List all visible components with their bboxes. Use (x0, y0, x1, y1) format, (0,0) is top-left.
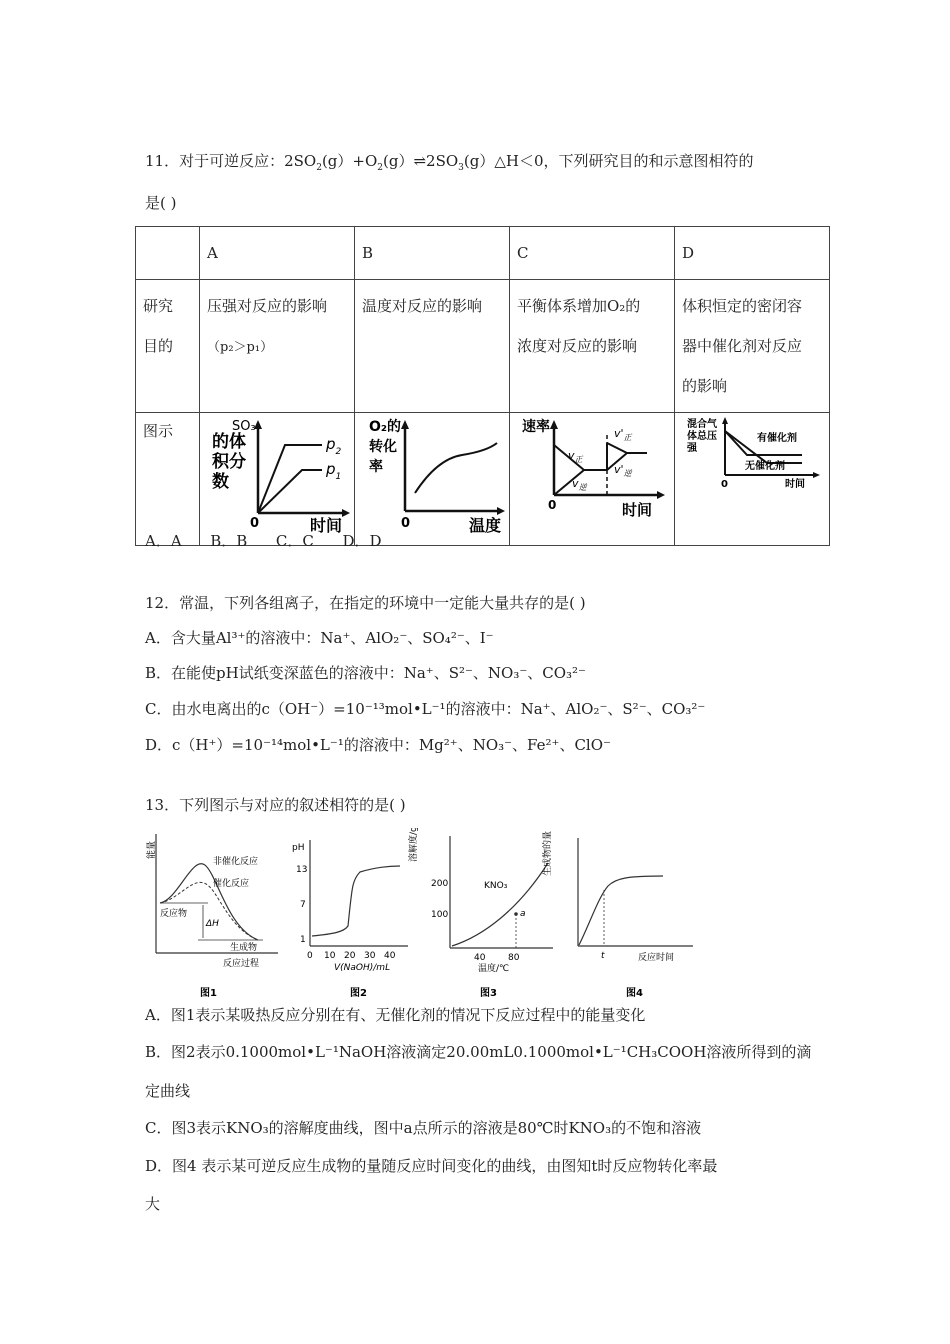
q12-stem: 12．常温，下列各组离子，在指定的环境中一定能大量共存的是( ) (145, 594, 586, 612)
table-header-row (136, 227, 830, 280)
figure-d-cell (675, 413, 830, 546)
fig3-label-kno3: KNO₃ (484, 881, 508, 891)
figure-c (512, 415, 672, 537)
fig3-label-a: a (520, 909, 526, 919)
fig-b-ylabel-0: O₂的 (369, 419, 402, 435)
fig-a-xlabel: 时间 (310, 516, 343, 535)
header-d: D (675, 227, 830, 280)
fig3-ytick-200: 200 (431, 879, 449, 889)
q13-option-b-line2: 定曲线 (145, 1082, 191, 1100)
figure-b (357, 415, 507, 537)
figure-a-cell (200, 413, 355, 546)
q12-option-b: B．在能使pH试纸变深蓝色的溶液中：Na⁺、S²⁻、NO₃⁻、CO₃²⁻ (145, 664, 586, 682)
fig-c-label-vreverse-new: $v'_逆$ (614, 463, 632, 478)
fig-a-label-p1: $p_1$ (326, 460, 342, 482)
fig-b-origin: 0 (401, 516, 411, 531)
purpose-c: 平衡体系增加O₂的 浓度对反应的影响 (510, 280, 675, 413)
purpose-a: 压强对反应的影响 （p₂＞p₁） (200, 280, 355, 413)
q13-option-a: A．图1表示某吸热反应分别在有、无催化剂的情况下反应过程中的能量变化 (145, 1006, 646, 1024)
fig-b-ylabel-1: 转化 (369, 439, 397, 455)
fig-d-xlabel: 时间 (785, 479, 805, 490)
fig-a-label-p2: $p_2$ (326, 435, 342, 457)
fig4-ylabel: 生成物的量 (543, 830, 553, 876)
figure-c-cell (510, 413, 675, 546)
fig2-xtick-30: 30 (364, 951, 376, 961)
purpose-label: 研究 目的 (136, 280, 200, 413)
fig3-xtick-40: 40 (474, 953, 486, 963)
fig1-label-reactant: 反应物 (160, 909, 188, 919)
fig1-label-product: 生成物 (230, 943, 258, 953)
fig-c-ylabel: 速率 (522, 419, 550, 435)
fig-b-ylabel-2: 率 (369, 459, 383, 475)
fig3-xtick-80: 80 (508, 953, 520, 963)
fig-b-curve (415, 443, 497, 493)
figure-3 (407, 828, 553, 999)
fig-a-ylabel-2: 积分 (212, 452, 246, 472)
fig2-ytick-1: 1 (300, 935, 306, 945)
fig-c-label-vforward-new: $v'_正$ (614, 427, 632, 442)
header-a: A (200, 227, 355, 280)
fig2-xtick-20: 20 (344, 951, 356, 961)
fig-d-ylabel-1: 体总压 (687, 431, 717, 442)
fig2-caption: 图2 (350, 988, 367, 999)
fig3-ytick-100: 100 (431, 910, 449, 920)
q12-option-d: D．c（H⁺）=10⁻¹⁴mol•L⁻¹的溶液中：Mg²⁺、NO₃⁻、Fe²⁺、ClO⁻ (145, 736, 611, 754)
fig1-label-dh: ΔH (206, 919, 219, 929)
fig2-ylabel: pH (292, 843, 305, 853)
figure-row (136, 413, 830, 546)
fig-c-curve-vforward-new (607, 443, 647, 453)
fig-c-x-arrow (657, 491, 665, 499)
fig-c-origin: 0 (548, 498, 557, 512)
header-empty (136, 227, 200, 280)
fig2-curve (312, 866, 400, 936)
fig2-xtick-0: 0 (307, 951, 313, 961)
q11-table (135, 226, 830, 546)
fig2-xlabel: V(NaOH)/mL (334, 963, 391, 973)
fig-c-y-arrow (550, 420, 558, 429)
fig4-xlabel: 反应时间 (638, 953, 675, 963)
q13-option-b-line1: B．图2表示0.1000mol•L⁻¹NaOH溶液滴定20.00mL0.1000mol•L⁻¹CH₃COOH溶液所得到的滴 (145, 1043, 812, 1061)
fig3-caption: 图3 (480, 988, 497, 999)
fig-d-ylabel-2: 强 (687, 443, 697, 454)
purpose-b: 温度对反应的影响 (355, 280, 510, 413)
fig1-caption: 图1 (200, 988, 217, 999)
fig-a-ylabel-0: SO₃ (232, 419, 256, 434)
fig1-label-catalyzed: 催化反应 (213, 879, 250, 889)
figure-a (202, 415, 352, 537)
fig1-label-uncatalyzed: 非催化反应 (213, 857, 259, 867)
fig2-xtick-10: 10 (324, 951, 336, 961)
fig-d-y-arrow (722, 417, 728, 424)
q13-option-d-line2: 大 (145, 1195, 161, 1213)
figure-2 (292, 840, 408, 999)
fig-d-ylabel-0: 混合气 (687, 419, 717, 430)
figure-1 (145, 834, 278, 999)
header-c: C (510, 227, 675, 280)
fig1-xlabel: 反应过程 (223, 959, 260, 969)
fig2-xtick-40: 40 (384, 951, 396, 961)
q11-options: A．A B．B C．C D．D (145, 532, 382, 550)
fig-b-xlabel: 温度 (469, 516, 502, 535)
fig4-curve (579, 876, 663, 945)
q11-stem: 11．对于可逆反应：$2SO_2(g)+O_2(g)\rightleftharpoons 2SO_3(g)\triangle H<0$，下列研究目的和示意图相符的 (145, 152, 754, 173)
q13-figures-svg (138, 828, 698, 1003)
fig2-ytick-13: 13 (296, 865, 308, 875)
q13-figures (138, 828, 698, 1003)
fig-b-x-arrow (497, 507, 505, 515)
q12-option-c: C．由水电离出的c（OH⁻）=10⁻¹³mol•L⁻¹的溶液中：Na⁺、AlO₂⁻、S²⁻、CO₃²⁻ (145, 700, 706, 718)
purpose-row (136, 280, 830, 413)
figure-label: 图示 (136, 413, 200, 546)
q11-stem-line2: 是( ) (145, 194, 177, 212)
figure-4 (541, 831, 693, 999)
fig-a-ylabel-3: 数 (212, 472, 229, 492)
fig-d-label-catalyst: 有催化剂 (757, 433, 797, 444)
purpose-d: 体积恒定的密闭容 器中催化剂对反应 的影响 (675, 280, 830, 413)
q12-option-a: A．含大量Al³⁺的溶液中：Na⁺、AlO₂⁻、SO₄²⁻、I⁻ (145, 629, 494, 647)
fig-c-label-vforward: $v_正$ (568, 449, 583, 464)
fig-c-xlabel: 时间 (622, 501, 653, 519)
fig-a-x-arrow (342, 509, 350, 517)
fig-a-origin: 0 (250, 516, 260, 531)
fig-d-label-nocatalyst: 无催化剂 (745, 461, 785, 472)
fig-b-y-arrow (401, 420, 409, 429)
q13-option-d-line1: D．图4 表示某可逆反应生成物的量随反应时间变化的曲线，由图知t时反应物转化率最 (145, 1157, 718, 1175)
fig4-caption: 图4 (626, 988, 643, 999)
fig-c-label-vreverse: $v_逆$ (572, 477, 587, 492)
fig4-label-t: t (601, 951, 605, 961)
fig-d-origin: 0 (721, 479, 728, 490)
figure-b-cell (355, 413, 510, 546)
figure-d (677, 415, 827, 537)
fig-d-x-arrow (813, 472, 820, 478)
fig3-ylabel: 溶解度/g (409, 828, 419, 862)
q13-stem: 13．下列图示与对应的叙述相符的是( ) (145, 796, 406, 814)
q13-option-c: C．图3表示KNO₃的溶解度曲线，图中a点所示的溶液是80℃时KNO₃的不饱和溶液 (145, 1119, 702, 1137)
fig1-ylabel: 能量 (147, 840, 157, 859)
fig3-xlabel: 温度/℃ (478, 964, 510, 974)
fig2-ytick-7: 7 (300, 900, 306, 910)
fig-a-ylabel-1: 的体 (212, 432, 246, 452)
fig3-curve (452, 863, 548, 946)
header-b: B (355, 227, 510, 280)
